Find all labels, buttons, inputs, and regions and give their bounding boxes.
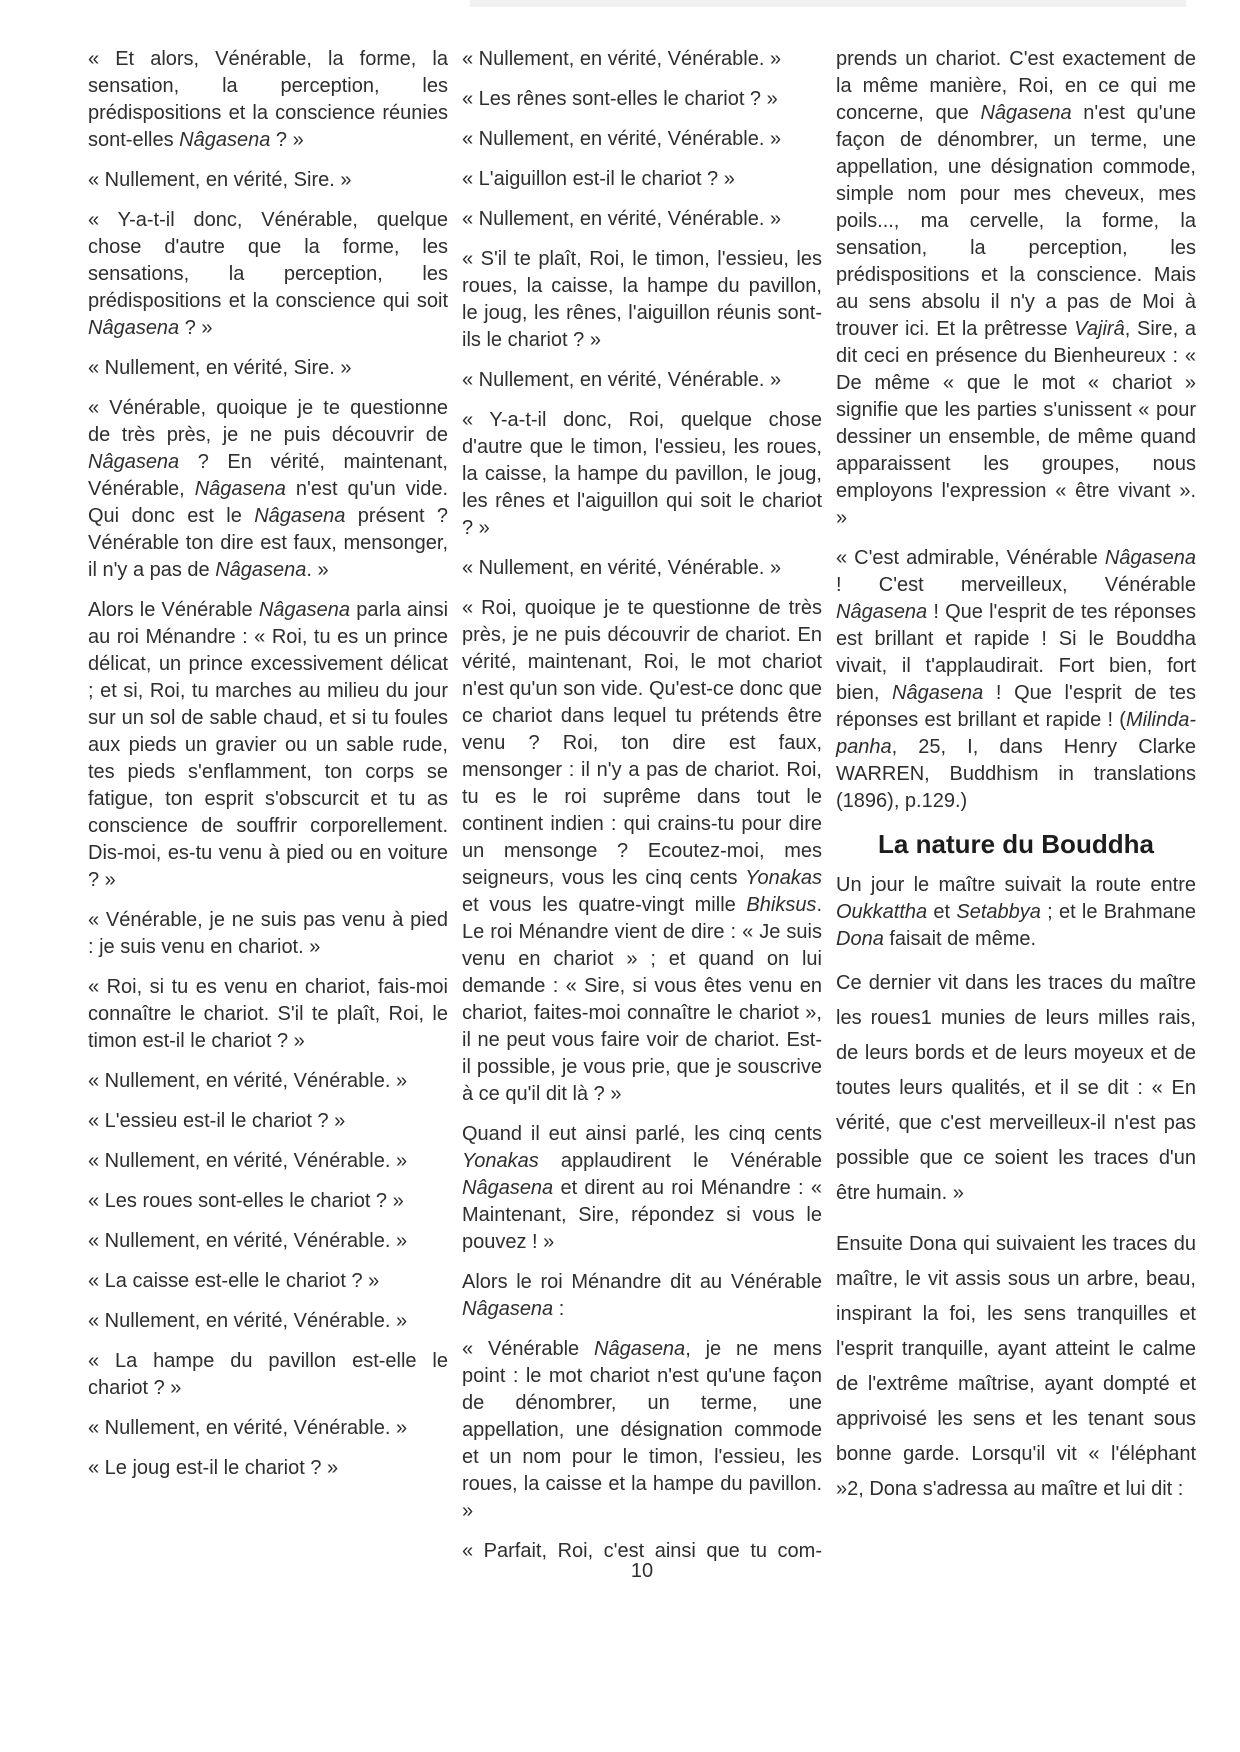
paragraph: « Nullement, en vérité, Vénérable. » xyxy=(88,1150,408,1172)
paragraph: « Vénérable, quoique je te questionne de très près, je ne puis découvrir de Nâgasena ? En vérité, maintenant, Vénérable, Nâgasena n'est qu'un vide. Qui donc est le Nâgasena présent ? Vénérable ton dire est faux, mensonger, il n'y a pas de Nâgasena. » xyxy=(88,397,448,581)
paragraph: Alors le Vénérable Nâgasena parla ainsi au roi Ménandre : « Roi, tu es un prince délicat, un prince excessivement délicat ; et si, Roi, tu marches au milieu du jour sur un sol de sable chaud, et si tu foules aux pieds un gravier ou un sable rude, tes pieds s'enflamment, ton corps se fatigue, ton esprit s'obscurcit et tu as conscience de souffrir corporellement. Dis-moi, es-tu venu à pied ou en voiture ? » xyxy=(88,599,449,891)
paragraph: « Nullement, en vérité, Vénérable. » xyxy=(88,1310,408,1332)
paragraph: « Vénérable Nâgasena, je ne mens point : le mot chariot n'est qu'une façon de dénombrer, un terme, une appellation, une désignation commode et un nom pour le timon, l'essieu, les roues, la caisse et la hampe du pavillon. » xyxy=(462,1338,822,1522)
page-number: 10 xyxy=(630,1560,654,1582)
column-left xyxy=(88,46,448,1578)
paragraph: « Et alors, Vénérable, la forme, la sensation, la perception, les prédispositions et la conscience réunies sont-elles Nâgasena ? » xyxy=(88,48,448,151)
column-center xyxy=(462,46,822,1578)
paragraph: « Nullement, en vérité, Vénérable. » xyxy=(462,128,782,150)
paragraph: « Le joug est-il le chariot ? » xyxy=(88,1457,339,1479)
paragraph: « Nullement, en vérité, Vénérable. » xyxy=(462,48,782,70)
paragraph: Quand il eut ainsi parlé, les cinq cents Yonakas applaudirent le Vénérable Nâgasena et dirent au roi Ménandre : « Maintenant, Sire, répondez si vous le pouvez ! » xyxy=(462,1123,822,1253)
paragraph: « Nullement, en vérité, Vénérable. » xyxy=(88,1417,408,1439)
paragraph: « Vénérable, je ne suis pas venu à pied : je suis venu en chariot. » xyxy=(88,909,448,958)
section-heading: La nature du Bouddha xyxy=(878,829,1154,859)
paragraph: « Les roues sont-elles le chariot ? » xyxy=(88,1190,404,1212)
paragraph: « S'il te plaît, Roi, le timon, l'essieu, les roues, la caisse, la hampe du pavillon, le joug, les rênes, l'aiguillon réunis sont-ils le chariot ? » xyxy=(462,248,822,351)
paragraph: Alors le roi Ménandre dit au Vénérable Nâgasena : xyxy=(462,1271,822,1320)
paragraph: « L'aiguillon est-il le chariot ? » xyxy=(462,168,735,190)
paragraph: « La hampe du pavillon est-elle le chariot ? » xyxy=(88,1350,448,1399)
paragraph: « Y-a-t-il donc, Vénérable, quelque chose d'autre que la forme, les sensations, la perception, les prédispositions et la conscience qui soit Nâgasena ? » xyxy=(88,209,448,339)
scan-artifact-band xyxy=(470,0,1186,7)
paragraph: « Nullement, en vérité, Vénérable. » xyxy=(462,208,782,230)
paragraph: Ce dernier vit dans les traces du maître les roues1 munies de leurs milles rais, de leurs bords et de leurs moyeux et de toutes leurs qualités, et il se dit : « En vérité, que c'est merveilleux-il n'est pas possible que ce soient les traces d'un être humain. » xyxy=(836,972,1196,1204)
paragraph: « Y-a-t-il donc, Roi, quelque chose d'autre que le timon, l'essieu, les roues, la caisse, la hampe du pavillon, le joug, les rênes et l'aiguillon qui soit le chariot ? » xyxy=(462,409,822,539)
paragraph: « Parfait, Roi, c'est ainsi que tu com- xyxy=(462,1540,822,1562)
paragraph: « Roi, quoique je te questionne de très près, je ne puis découvrir de chariot. En vérité, maintenant, Roi, le mot chariot n'est qu'un son vide. Qu'est-ce donc que ce chariot dans lequel tu prétends être venu ? Roi, ton dire est faux, mensonger : il n'y a pas de chariot. Roi, tu es le roi suprême dans tout le continent indien : qui crains-tu pour dire un mensonge ? Ecoutez-moi, mes seigneurs, vous les cinq cents Yonakas et vous les quatre-vingt mille Bhiksus. Le roi Ménandre vient de dire : « Je suis venu en chariot » ; et quand on lui demande : « Sire, si vous êtes venu en chariot, faites-moi connaître le chariot », il ne peut vous faire voir de chariot. Est-il possible, je vous prie, que je souscrive à ce qu'il dit là ? » xyxy=(462,597,822,1105)
paragraph: « La caisse est-elle le chariot ? » xyxy=(88,1270,380,1292)
paragraph: « L'essieu est-il le chariot ? » xyxy=(88,1110,346,1132)
paragraph: prends un chariot. C'est exactement de la même manière, Roi, en ce qui me concerne, que Nâgasena n'est qu'une façon de dénombrer, un terme, une appellation, une désignation commode, simple nom pour mes cheveux, mes poils..., ma cervelle, la forme, la sensation, la perception, les prédispositions et la conscience. Mais au sens absolu il n'y a pas de Moi à trouver ici. Et la prêtresse Vajirâ, Sire, a dit ceci en présence du Bienheureux : « De même « que le mot « chariot » signifie que les parties s'unissent « pour dessiner un ensemble, de même quand apparaissent les groupes, nous employons l'expression « être vivant ». » xyxy=(836,48,1196,529)
paragraph: « Roi, si tu es venu en chariot, fais-moi connaître le chariot. S'il te plaît, Roi, le timon est-il le chariot ? » xyxy=(88,976,448,1052)
paragraph: Ensuite Dona qui suivaient les traces du maître, le vit assis sous un arbre, beau, inspirant la foi, les sens tranquilles et l'esprit tranquille, ayant atteint le calme de l'extrême maîtrise, ayant dompté et apprivoisé les sens et les tenant sous bonne garde. Lorsqu'il vit « l'éléphant »2, Dona s'adressa au maître et lui dit : xyxy=(836,1233,1196,1500)
paragraph: « Nullement, en vérité, Vénérable. » xyxy=(462,369,782,391)
paragraph: « Nullement, en vérité, Sire. » xyxy=(88,169,352,191)
paragraph: « Nullement, en vérité, Vénérable. » xyxy=(88,1070,408,1092)
paragraph: « Les rênes sont-elles le chariot ? » xyxy=(462,88,778,110)
column-right xyxy=(836,46,1196,1578)
paragraph: Un jour le maître suivait la route entre Oukkattha et Setabbya ; et le Brahmane Dona faisait de même. xyxy=(836,874,1196,950)
document-page xyxy=(88,46,1196,1578)
paragraph: « Nullement, en vérité, Sire. » xyxy=(88,357,352,379)
paragraph: « Nullement, en vérité, Vénérable. » xyxy=(88,1230,408,1252)
paragraph: « C'est admirable, Vénérable Nâgasena ! C'est merveilleux, Vénérable Nâgasena ! Que l'esprit de tes réponses est brillant et rapide ! Si le Bouddha vivait, il t'applaudirait. Fort bien, fort bien, Nâgasena ! Que l'esprit de tes réponses est brillant et rapide ! (Milinda-panha, 25, I, dans Henry Clarke WARREN, Buddhism in translations (1896), p.129.) xyxy=(836,547,1196,812)
paragraph: « Nullement, en vérité, Vénérable. » xyxy=(462,557,782,579)
